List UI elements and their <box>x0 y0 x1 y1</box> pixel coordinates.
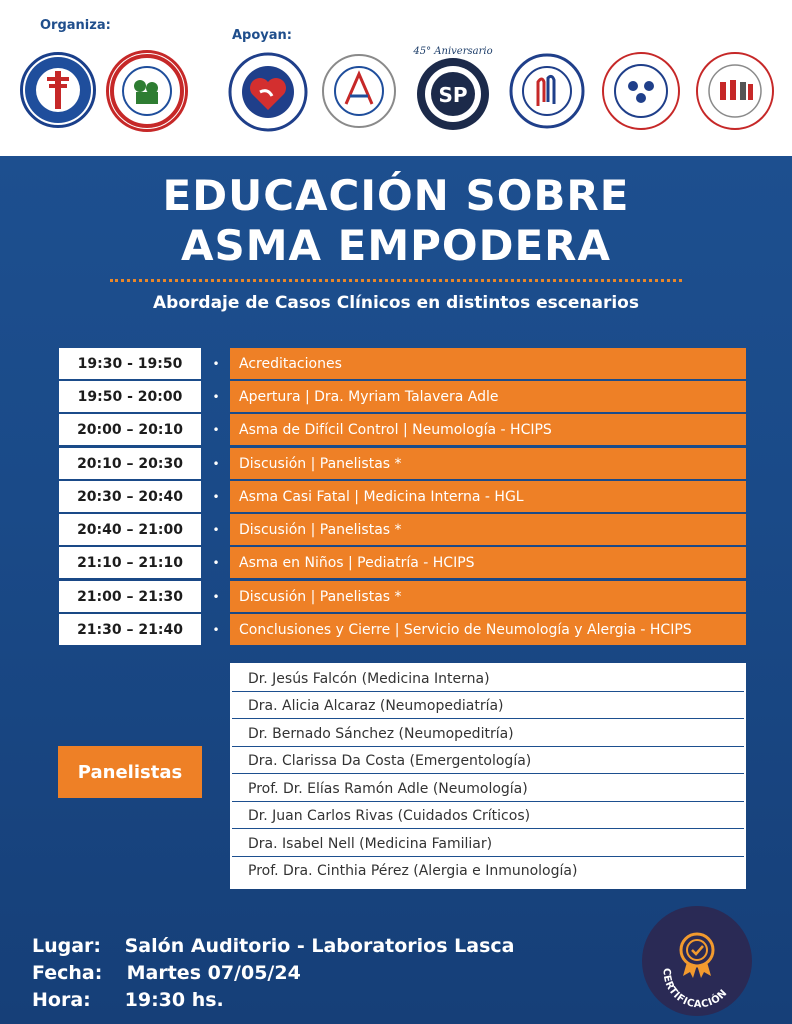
dotted-divider <box>110 279 682 282</box>
certificate-badge-icon <box>642 906 752 1016</box>
logo-cardiologia <box>228 52 308 132</box>
schedule-activity: Asma de Difícil Control | Neumología - HCIPS <box>230 414 746 445</box>
page-subtitle: Abordaje de Casos Clínicos en distintos escenarios <box>153 293 639 313</box>
lugar-label: Lugar: <box>32 935 102 957</box>
schedule-activity: Asma Casi Fatal | Medicina Interna - HGL <box>230 481 746 512</box>
schedule-activity: Discusión | Panelistas * <box>230 448 746 479</box>
panelist-item: Dra. Clarissa Da Costa (Emergentología) <box>232 748 744 774</box>
schedule-time: 21:30 – 21:40 <box>59 614 201 645</box>
page-title-line2: ASMA EMPODERA <box>180 221 612 270</box>
fecha-value: Martes 07/05/24 <box>126 962 301 984</box>
logo-alergia <box>320 52 398 130</box>
fecha-line <box>32 962 301 984</box>
svg-text:45° Aniversario: 45° Aniversario <box>413 46 493 57</box>
panelist-item: Dra. Alicia Alcaraz (Neumopediatría) <box>232 693 744 719</box>
logo-pediatria <box>508 52 586 130</box>
schedule-time: 20:40 – 21:00 <box>59 514 201 545</box>
organiza-label: Organiza: <box>40 18 111 33</box>
apoyan-label: Apoyan: <box>232 28 292 43</box>
hora-line <box>32 989 224 1011</box>
schedule-activity: Asma en Niños | Pediatría - HCIPS <box>230 547 746 578</box>
schedule-time: 21:00 – 21:30 <box>59 581 201 612</box>
schedule-activity: Conclusiones y Cierre | Servicio de Neumología y Alergia - HCIPS <box>230 614 746 645</box>
schedule-time: 20:30 – 20:40 <box>59 481 201 512</box>
schedule-activity: Apertura | Dra. Myriam Talavera Adle <box>230 381 746 412</box>
panelist-item: Dr. Juan Carlos Rivas (Cuidados Críticos) <box>232 803 744 829</box>
logo-aniversario <box>410 42 496 134</box>
schedule-time: 21:10 – 21:10 <box>59 547 201 578</box>
lugar-line <box>32 935 514 957</box>
panelist-item: Dra. Isabel Nell (Medicina Familiar) <box>232 831 744 857</box>
certificacion-badge <box>642 906 752 1016</box>
header <box>0 0 792 156</box>
schedule-time: 20:10 – 20:30 <box>59 448 201 479</box>
bullet-icon: • <box>212 522 220 537</box>
bullet-icon: • <box>212 489 220 504</box>
panelist-item: Prof. Dra. Cinthia Pérez (Alergia e Inmunología) <box>232 858 744 884</box>
certificacion-label: CERTIFICACIÓN <box>660 967 730 1011</box>
schedule-activity: Discusión | Panelistas * <box>230 514 746 545</box>
hora-label: Hora: <box>32 989 91 1011</box>
bullet-icon: • <box>212 356 220 371</box>
panelist-item: Dr. Bernado Sánchez (Neumopeditría) <box>232 721 744 747</box>
logo-medicina-familiar <box>600 50 682 132</box>
panelist-item: Prof. Dr. Elías Ramón Adle (Neumología) <box>232 776 744 802</box>
bullet-icon: • <box>212 589 220 604</box>
panelistas-label: Panelistas <box>58 746 202 798</box>
schedule-activity: Acreditaciones <box>230 348 746 379</box>
schedule-time: 19:30 - 19:50 <box>59 348 201 379</box>
logo-ips <box>106 50 188 132</box>
bullet-icon: • <box>212 422 220 437</box>
svg-text:CERTIFICACIÓN <box>661 968 730 1010</box>
schedule-activity: Discusión | Panelistas * <box>230 581 746 612</box>
hora-value: 19:30 hs. <box>124 989 224 1011</box>
bullet-icon: • <box>212 456 220 471</box>
logo-medicina-critica <box>694 50 776 132</box>
logo-neumologia <box>20 52 96 128</box>
svg-text:SP: SP <box>438 83 468 107</box>
page-title-line1: EDUCACIÓN SOBRE <box>162 171 630 220</box>
fecha-label: Fecha: <box>32 962 103 984</box>
bullet-icon: • <box>212 622 220 637</box>
bullet-icon: • <box>212 555 220 570</box>
schedule-time: 20:00 – 20:10 <box>59 414 201 445</box>
panelist-item: Dr. Jesús Falcón (Medicina Interna) <box>232 666 744 692</box>
schedule-time: 19:50 - 20:00 <box>59 381 201 412</box>
lugar-value: Salón Auditorio - Laboratorios Lasca <box>124 935 515 957</box>
bullet-icon: • <box>212 389 220 404</box>
